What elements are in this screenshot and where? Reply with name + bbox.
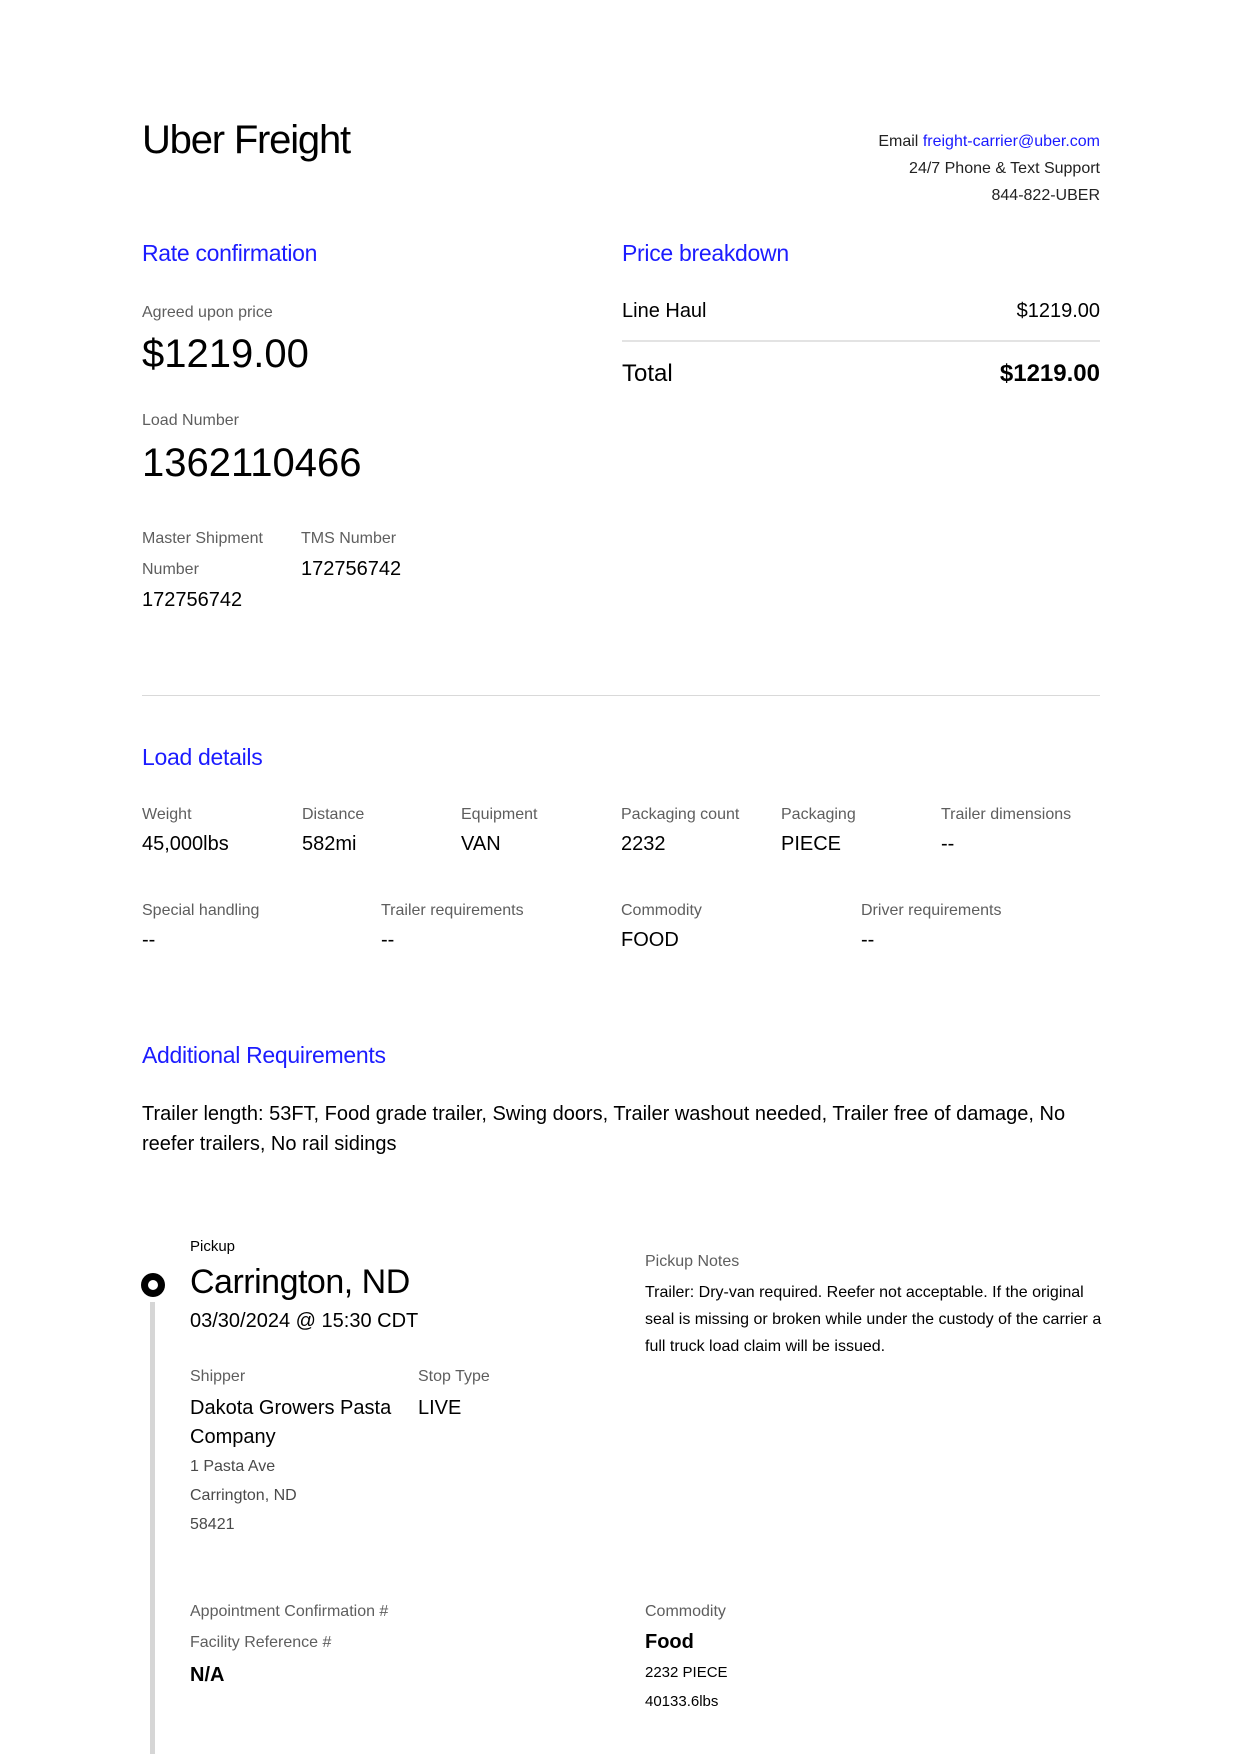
master-shipment-label-2: Number — [142, 561, 199, 578]
stop-type-label: Stop Type — [418, 1368, 490, 1385]
trailer-dimensions-value: -- — [941, 833, 955, 855]
pickup-notes-text: Trailer: Dry-van required. Reefer not acceptable. If the original seal is missing or broken while under the custody of the carrier a full truck load claim will be issued. — [645, 1284, 1102, 1355]
packaging-count-value: 2232 — [621, 833, 666, 855]
driver-requirements-value: -- — [861, 929, 875, 951]
weight-label: Weight — [142, 806, 192, 823]
line-haul-value: $1219.00 — [1016, 300, 1100, 322]
shipper-address-line2: Carrington, ND — [190, 1487, 297, 1504]
packaging-count-label: Packaging count — [621, 806, 740, 823]
facility-reference-label: Facility Reference # — [190, 1634, 332, 1651]
tms-number-value: 172756742 — [301, 558, 402, 580]
weight-cell — [142, 806, 302, 856]
pickup-datetime: 03/30/2024 @ 15:30 CDT — [190, 1310, 419, 1332]
trailer-dimensions-label: Trailer dimensions — [941, 806, 1072, 823]
facility-reference-value: N/A — [190, 1664, 225, 1686]
commodity-value: FOOD — [621, 929, 679, 951]
total-value: $1219.00 — [999, 360, 1100, 387]
packaging-value: PIECE — [781, 833, 842, 855]
shipper-name: Dakota Growers Pasta Company — [190, 1397, 392, 1448]
total-label: Total — [622, 360, 673, 387]
packaging-count-cell — [621, 806, 781, 856]
distance-value: 582mi — [302, 833, 357, 855]
pickup-commodity-name: Food — [645, 1631, 694, 1653]
equipment-value: VAN — [461, 833, 501, 855]
section-divider — [142, 695, 1100, 696]
support-phone: 844-822-UBER — [991, 187, 1100, 204]
uber-freight-logo: Uber Freight — [142, 118, 350, 162]
tms-number-label: TMS Number — [301, 530, 397, 547]
stop-type-block — [418, 1368, 490, 1423]
commodity-label: Commodity — [621, 902, 702, 919]
load-number-value: 1362110466 — [142, 441, 362, 485]
shipper-block — [190, 1368, 400, 1539]
line-haul-row — [622, 300, 1100, 323]
pickup-kind-label: Pickup — [190, 1238, 236, 1255]
appointment-confirmation-label: Appointment Confirmation # — [190, 1603, 389, 1620]
pickup-commodity-label: Commodity — [645, 1603, 726, 1620]
packaging-label: Packaging — [781, 806, 856, 823]
load-number-label: Load Number — [142, 412, 239, 429]
load-details-heading: Load details — [142, 744, 263, 770]
special-handling-label: Special handling — [142, 902, 260, 919]
load-details-row1 — [142, 806, 1102, 856]
master-shipment-label-1: Master Shipment — [142, 530, 263, 547]
trailer-requirements-value: -- — [381, 929, 395, 951]
shipper-label: Shipper — [190, 1368, 246, 1385]
rate-confirmation-heading: Rate confirmation — [142, 240, 318, 266]
pickup-notes-block — [645, 1253, 1103, 1360]
contact-block — [878, 128, 1100, 209]
email-label: Email — [878, 133, 919, 150]
load-details-row2 — [142, 902, 1102, 952]
special-handling-cell — [142, 902, 381, 952]
references-block — [190, 1596, 388, 1687]
equipment-label: Equipment — [461, 806, 538, 823]
pickup-commodity-block — [645, 1596, 728, 1716]
price-divider — [622, 340, 1100, 342]
pickup-commodity-weight: 40133.6lbs — [645, 1693, 719, 1710]
trailer-requirements-cell — [381, 902, 621, 952]
agreed-price-value: $1219.00 — [142, 332, 309, 376]
stop-type-value: LIVE — [418, 1397, 462, 1419]
trailer-dimensions-cell — [941, 806, 1101, 856]
pickup-commodity-qty: 2232 PIECE — [645, 1664, 728, 1681]
tms-number-block — [301, 523, 401, 581]
driver-requirements-cell — [861, 902, 1101, 952]
support-label: 24/7 Phone & Text Support — [909, 160, 1100, 177]
pickup-timeline-dot — [141, 1273, 165, 1297]
agreed-price-label: Agreed upon price — [142, 304, 273, 321]
master-shipment-value: 172756742 — [142, 589, 243, 611]
email-link[interactable]: freight-carrier@uber.com — [922, 133, 1100, 150]
line-haul-label: Line Haul — [622, 300, 707, 322]
commodity-cell — [621, 902, 861, 952]
pickup-notes-label: Pickup Notes — [645, 1253, 740, 1270]
driver-requirements-label: Driver requirements — [861, 902, 1002, 919]
distance-cell — [302, 806, 461, 856]
packaging-cell — [781, 806, 941, 856]
distance-label: Distance — [302, 806, 365, 823]
trailer-requirements-label: Trailer requirements — [381, 902, 524, 919]
additional-requirements-text: Trailer length: 53FT, Food grade trailer, Swing doors, Trailer washout needed, Trailer free of damage, No reefer trailers, No rail sidings — [142, 1103, 1066, 1155]
shipper-address-line1: 1 Pasta Ave — [190, 1458, 276, 1475]
master-shipment-block — [142, 523, 292, 612]
weight-value: 45,000lbs — [142, 833, 229, 855]
timeline-line — [150, 1302, 155, 1754]
price-breakdown-heading: Price breakdown — [622, 240, 789, 266]
pickup-city: Carrington, ND — [190, 1263, 410, 1301]
special-handling-value: -- — [142, 929, 156, 951]
additional-requirements-heading: Additional Requirements — [142, 1042, 386, 1068]
equipment-cell — [461, 806, 621, 856]
shipper-address-line3: 58421 — [190, 1516, 235, 1533]
total-row — [622, 360, 1100, 388]
